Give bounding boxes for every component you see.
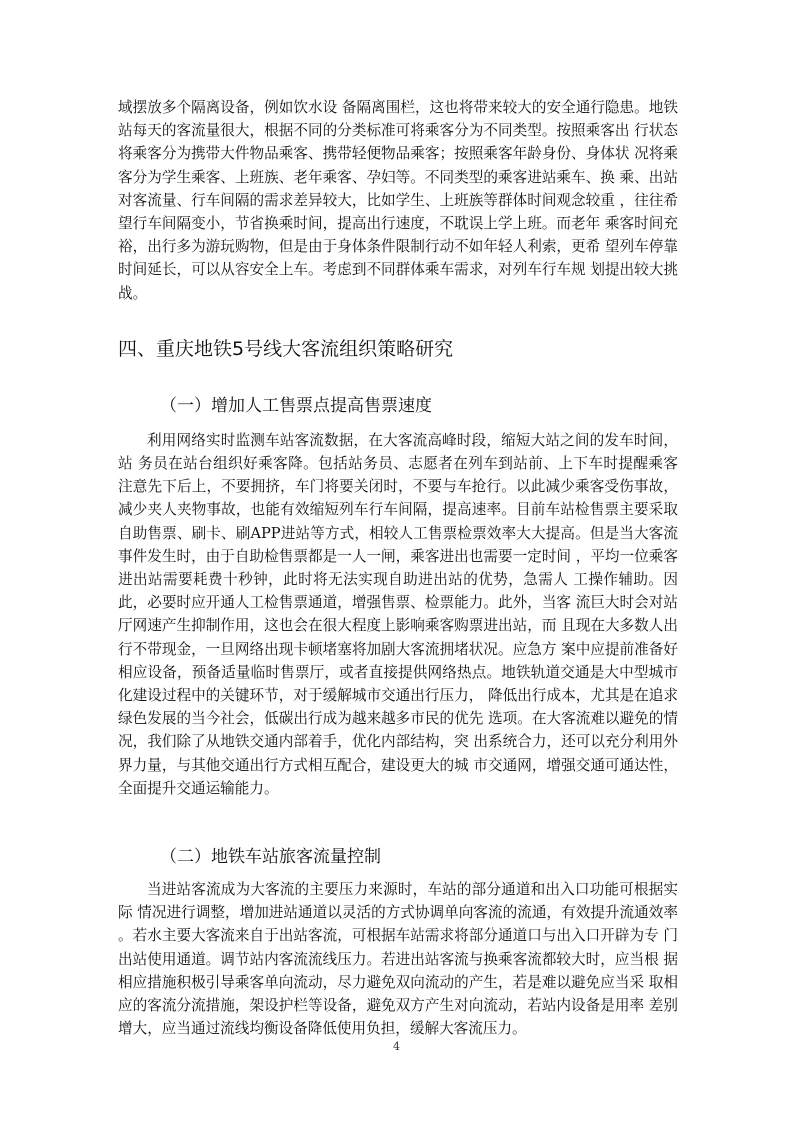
subsection-1-paragraph: 利用网络实时监测车站客流数据，在大客流高峰时段，缩短大站之间的发车时间，站 务员在站台组织好乘客降。包括站务员、志愿者在列车到站前、上下车时提醒乘客 注意先下后上，不要拥挤，车门将要关闭时，不要与车抢行。以此减少乘客受伤事故， 减少夹人夹物事故，也能有效缩短列车行车间隔，提高速率。目前车站检售票主要采取自助售票、刷卡、刷APP进站等方式，相较人工售票检票效率大大提高。但是当大客流事件发生时，由于自助检售票都是一人一闸，乘客进出也需要一定时间 ，平均一位乘客进出站需要耗费十秒钟，此时将无法实现自助进出站的优势，急需人 工操作辅助。因此，必要时应开通人工检售票通道，增强售票、检票能力。此外，当客 流巨大时会对站厅网速产生抑制作用，这也会在很大程度上影响乘客购票进出站，而 且现在大多数人出行不带现金，一旦网络出现卡顿堵塞将加剧大客流拥堵状况。应急方 案中应提前准备好相应设备，预备适量临时售票厅，或者直接提供网络热点。地铁轨道交通是大中型城市化建设过程中的关键环节，对于缓解城市交通出行压力， 降低出行成本，尤其是在追求绿色发展的当今社会，低碳出行成为越来越多市民的优先 选项。在大客流难以避免的情况，我们除了从地铁交通内部着手，优化内部结构，突 出系统合力，还可以充分利用外界力量，与其他交通出行方式相互配合，建设更大的城 市交通网，增强交通可通达性，全面提升交通运输能力。 [118,431,678,797]
section-heading: 四、重庆地铁5号线大客流组织策略研究 [118,337,454,360]
subsection-2-paragraph: 当进站客流成为大客流的主要压力来源时，车站的部分通道和出入口功能可根据实际 情况进行调整，增加进站通道以灵活的方式协调单向客流的流通，有效提升流通效率 。若水主要大客流来自于出站客流，可根据车站需求将部分通道口与出入口开辟为专 门出站使用通道。调节站内客流流线压力。若进出站客流与换乘客流都较大时，应当根 据相应措施积极引导乘客单向流动，尽力避免双向流动的产生，若是难以避免应当采 取相应的客流分流措施，架设护栏等设备，避免双方产生对向流动，若站内设备是用率 差别增大，应当通过流线均衡设备降低使用负担，缓解大客流压力。 [118,881,678,1038]
subsection-1-heading: （一）增加人工售票点提高售票速度 [160,395,432,416]
document-page [118,96,678,1041]
intro-paragraph: 域摆放多个隔离设备，例如饮水设 备隔离围栏，这也将带来较大的安全通行隐患。地铁站每天的客流量很大，根据不同的分类标准可将乘客分为不同类型。按照乘客出 行状态将乘客分为携带大件物品乘客、携带轻便物品乘客；按照乘客年龄身份、身体状 况将乘客分为学生乘客、上班族、老年乘客、孕妇等。不同类型的乘客进站乘车、换 乘、出站对客流量、行车间隔的需求差异较大，比如学生、上班族等群体时间观念较重 ，往往希望行车间隔变小，节省换乘时间，提高出行速度，不耽误上学上班。而老年 乘客时间充裕，出行多为游玩购物，但是由于身体条件限制行动不如年轻人利索，更希 望列车停靠时间延长，可以从容安全上车。考虑到不同群体乘车需求，对列车行车规 划提出较大挑战。 [118,99,678,302]
page-number: 4 [393,1040,400,1053]
subsection-2-heading: （二）地铁车站旅客流量控制 [160,847,381,868]
